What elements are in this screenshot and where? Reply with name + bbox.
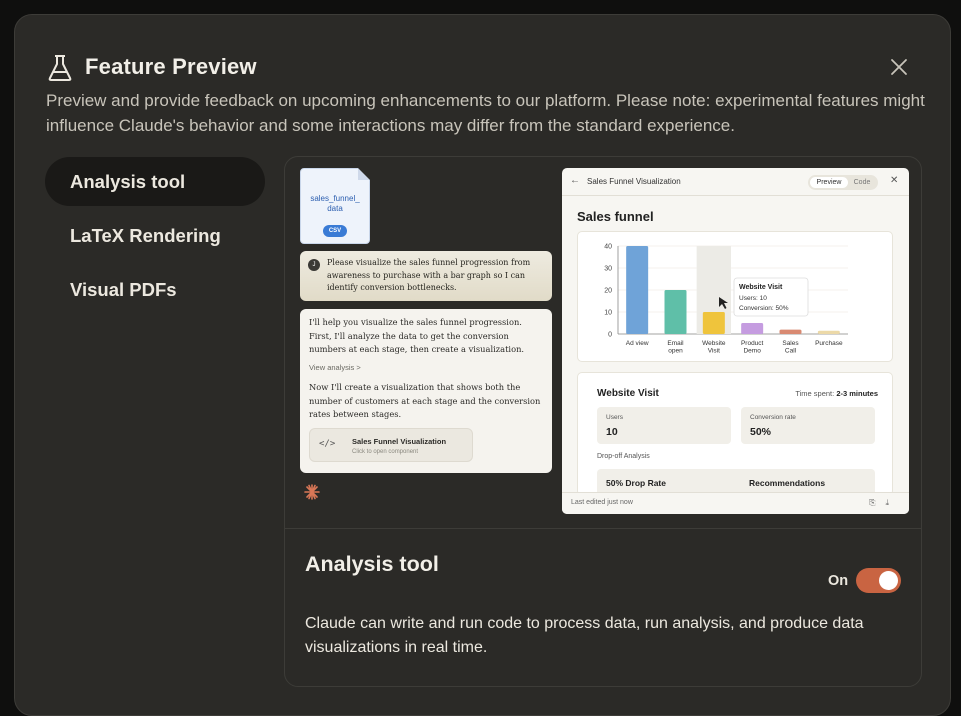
feature-toggle-switch[interactable] (856, 568, 901, 593)
sidebar-item-visual-pdfs[interactable] (45, 265, 265, 314)
users-stat (597, 407, 731, 444)
component-title: Sales Funnel Visualization (352, 437, 447, 446)
bar (626, 246, 648, 334)
x-tick-label: Visit (707, 347, 720, 355)
recommendations-heading: Recommendations (749, 478, 826, 488)
dialog-title: Feature Preview (85, 54, 257, 79)
reply-paragraph: Now I'll create a visualization that shows both the number of customers at each stage and the conversion rates between stages. (309, 382, 541, 419)
sidebar-item-label: Visual PDFs (70, 278, 177, 300)
tooltip-title: Website Visit (739, 284, 783, 291)
artifact-header (562, 168, 909, 196)
stat-label: Conversion rate (750, 414, 796, 421)
artifact-title: Sales Funnel Visualization (587, 177, 681, 186)
feature-detail-panel (284, 156, 922, 687)
stat-label: Users (606, 414, 623, 421)
assistant-reply (300, 309, 552, 473)
claude-spark-icon (304, 484, 320, 500)
artifact-footer (562, 492, 909, 514)
feature-preview-image (285, 157, 921, 529)
time-spent (795, 389, 878, 398)
dialog-subtitle: Preview and provide feedback on upcoming enhancements to our platform. Please note: experimental features might influence Claude's behavior and some interactions may differ from the standard experience. (46, 91, 925, 135)
tab-preview: Preview (810, 177, 848, 188)
y-tick-label: 10 (604, 309, 612, 317)
avatar: J (308, 259, 320, 271)
sidebar-item-latex-rendering[interactable] (45, 211, 265, 260)
stat-value: 10 (606, 426, 618, 438)
x-tick-label: Call (784, 347, 797, 355)
x-tick-label: Email (667, 340, 684, 347)
stage-detail-card (577, 372, 893, 496)
sidebar-item-label: Analysis tool (70, 170, 186, 192)
view-analysis-link: View analysis > (309, 363, 361, 372)
bar (741, 323, 763, 334)
x-tick-label: Sales (782, 340, 799, 347)
component-card (309, 428, 473, 462)
close-icon: ✕ (890, 175, 899, 186)
bar (703, 312, 725, 334)
tab-code: Code (853, 179, 871, 186)
feature-title: Analysis tool (305, 552, 439, 576)
bar-chart-svg (578, 232, 894, 363)
sales-funnel-chart (577, 231, 893, 362)
drop-rate: 50% Drop Rate (606, 478, 666, 488)
x-tick-label: open (668, 347, 683, 355)
code-icon: </> (319, 439, 336, 449)
toggle-label: On (828, 573, 849, 589)
last-edited: Last edited just now (571, 499, 633, 506)
stage-title: Website Visit (597, 388, 659, 399)
user-message (300, 251, 552, 301)
x-tick-label: Purchase (815, 340, 843, 347)
x-tick-label: Website (702, 340, 726, 347)
file-name: sales_funnel_ data (310, 194, 360, 213)
bar (818, 331, 840, 334)
csv-file-card (300, 168, 370, 244)
toggle-knob (879, 571, 898, 590)
back-arrow-icon: ← (570, 175, 580, 186)
x-tick-label: Product (740, 340, 764, 347)
bar (665, 290, 687, 334)
feature-description: Claude can write and run code to process data, run analysis, and produce data visualizations in real time. (305, 615, 864, 656)
sidebar-item-analysis-tool[interactable] (45, 157, 265, 206)
tooltip-conversion: Conversion: 50% (739, 305, 789, 312)
y-tick-label: 0 (608, 331, 612, 339)
close-icon[interactable] (887, 55, 911, 79)
preview-code-toggle (808, 175, 878, 190)
user-message-text: Please visualize the sales funnel progression from awareness to purchase with a bar graph so I can identify conversion bottlenecks. (327, 258, 531, 292)
dropoff-label: Drop-off Analysis (597, 453, 650, 460)
sidebar-item-label: LaTeX Rendering (70, 224, 221, 246)
chart-title: Sales funnel (577, 209, 654, 224)
file-type-badge: CSV (323, 225, 347, 237)
time-spent-value: 2-3 minutes (836, 389, 878, 398)
x-tick-label: Ad view (625, 340, 649, 347)
time-spent-label: Time spent: (795, 389, 835, 398)
y-tick-label: 30 (604, 265, 612, 273)
artifact-window (562, 168, 909, 514)
y-tick-label: 40 (604, 243, 612, 251)
flask-icon (47, 54, 73, 82)
y-tick-label: 20 (604, 287, 612, 295)
copy-download-icons: ⎘⤓ (869, 498, 899, 507)
feature-sidebar (45, 157, 265, 319)
conversion-stat (741, 407, 875, 444)
bar (780, 330, 802, 334)
component-subtitle: Click to open component (352, 449, 419, 455)
stat-value: 50% (750, 426, 772, 438)
x-tick-label: Demo (743, 347, 761, 355)
tooltip-users: Users: 10 (739, 295, 767, 302)
feature-preview-dialog (14, 14, 951, 716)
reply-paragraph: I'll help you visualize the sales funnel progression. First, I'll analyze the data to get the conversion numbers at each stage, then create a visualization. (309, 317, 525, 354)
